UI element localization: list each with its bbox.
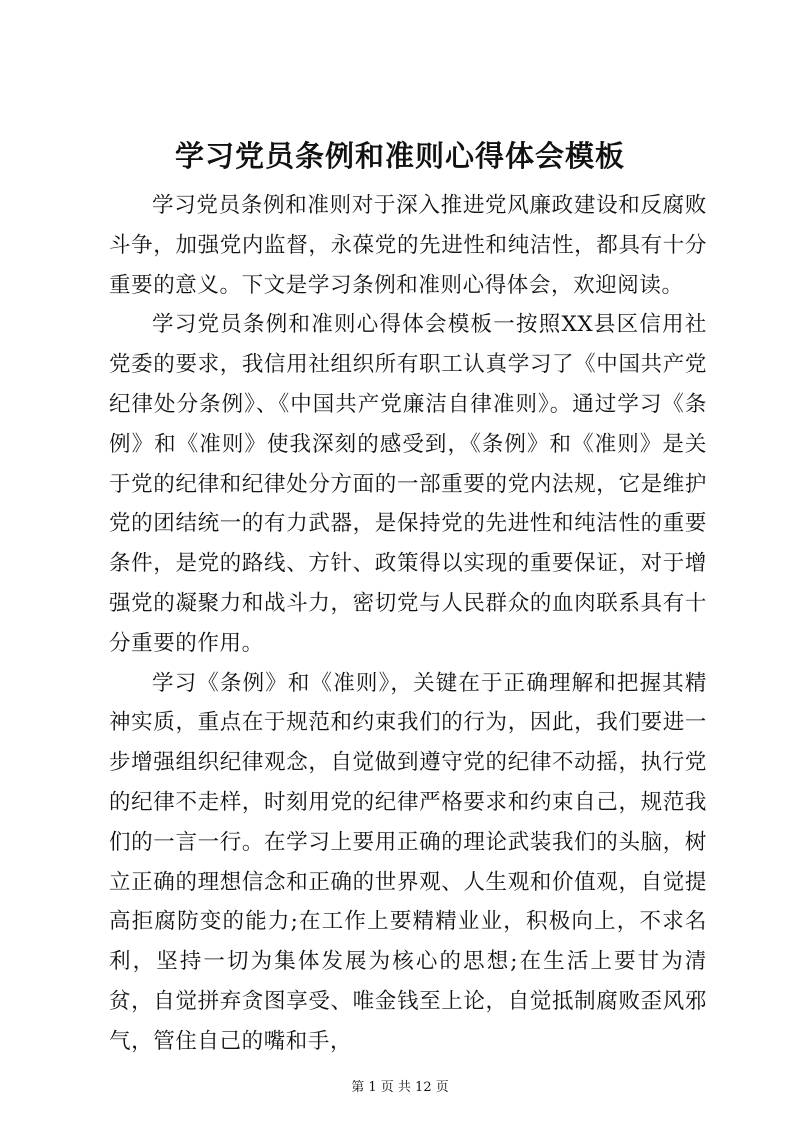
paragraph-intro: 学习党员条例和准则对于深入推进党风廉政建设和反腐败斗争，加强党内监督，永葆党的先进性和纯洁性，都具有十分重要的意义。下文是学习条例和准则心得体会，欢迎阅读。 — [109, 193, 707, 298]
document-title: 学习党员条例和准则心得体会模板 — [174, 139, 625, 173]
paragraph-template-one: 学习党员条例和准则心得体会模板一按照XX县区信用社党委的要求，我信用社组织所有职工认真学习了《中国共产党纪律处分条例》、《中国共产党廉洁自律准则》。通过学习《条例》和《准则》使我深刻的感受到，《条例》和《准则》是关于党的纪律和纪律处分方面的一部重要的党内法规，它是维护党的团结统一的有力武器，是保持党的先进性和纯洁性的重要条件，是党的路线、方针、政策得以实现的重要保证，对于增强党的凝聚力和战斗力，密切党与人民群众的血肉联系具有十分重要的作用。 — [109, 312, 707, 656]
document-body — [109, 186, 707, 1062]
page-number-footer: 第 1 页 共 12 页 — [351, 1080, 449, 1095]
paragraph-study-key: 学习《条例》和《准则》，关键在于正确理解和把握其精神实质，重点在于规范和约束我们的行为，因此，我们要进一步增强组织纪律观念，自觉做到遵守党的纪律不动摇，执行党的纪律不走样，时刻用党的纪律严格要求和约束自己，规范我们的一言一行。在学习上要用正确的理论武装我们的头脑，树立正确的理想信念和正确的世界观、人生观和价值观，自觉提高拒腐防变的能力;在工作上要精精业业，积极向上，不求名利，坚持一切为集体发展为核心的思想;在生活上要甘为清贫，自觉拼弃贪图享受、唯金钱至上论，自觉抵制腐败歪风邪气，管住自己的嘴和手， — [109, 670, 707, 1054]
